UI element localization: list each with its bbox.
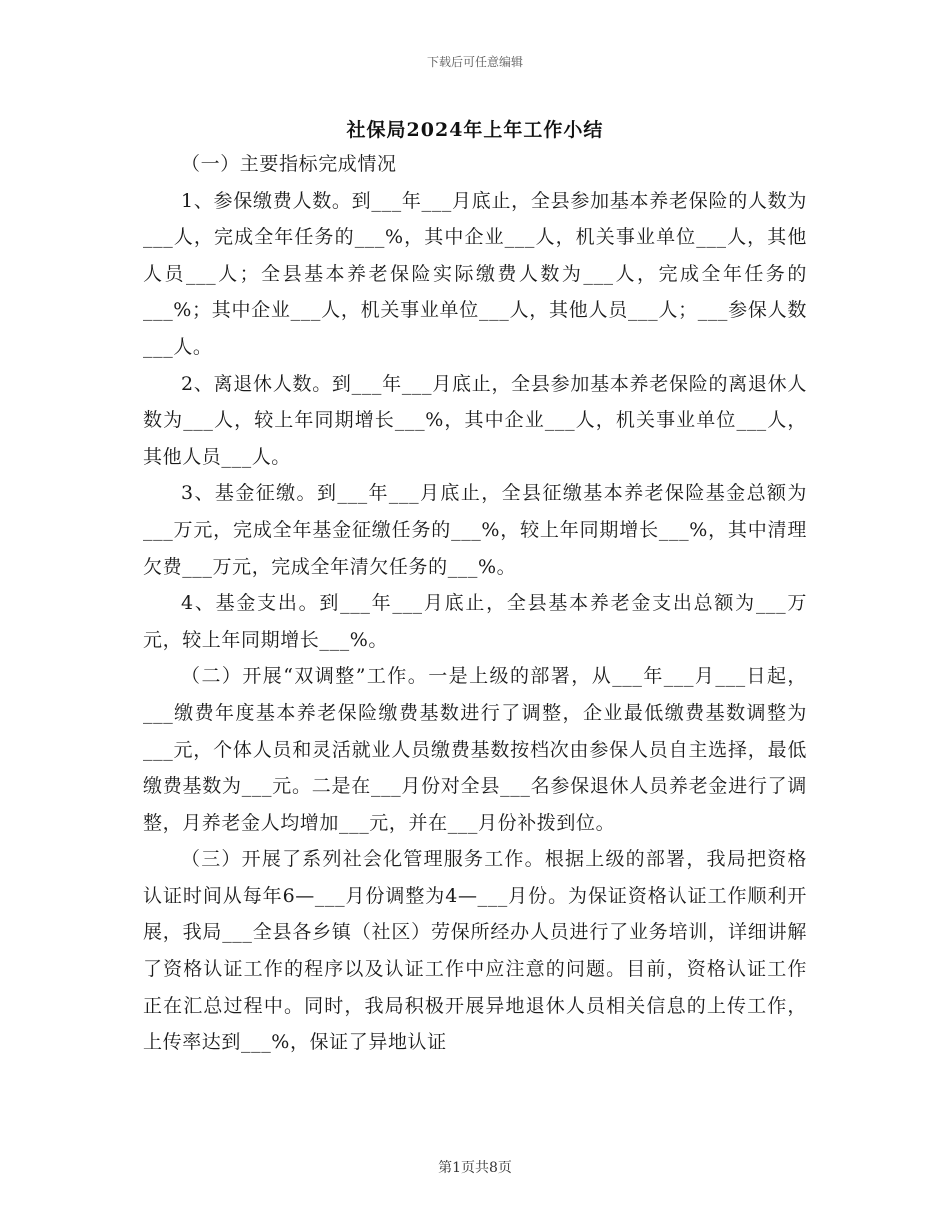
paragraph-double-adjustment: （二）开展“双调整”工作。一是上级的部署，从___年___月___日起，___缴费年度基本养老保险缴费基数进行了调整，企业最低缴费基数调整为___元，个体人员和灵活就业人员缴费基数按档次由参保人员自主选择，最低缴费基数为___元。二是在___月份对全县___名参保退休人员养老金进行了调整，月养老金人均增加___元，并在___月份补拨到位。: [143, 665, 807, 834]
section-heading-1: （一）主要指标完成情况: [181, 153, 397, 175]
page-header-note: 下载后可任意编辑: [426, 55, 523, 69]
paragraph-fund-collection: 3、基金征缴。到___年___月底止，全县征缴基本养老保险基金总额为___万元，完成全年基金征缴任务的___%，较上年同期增长___%，其中清理欠费___万元，完成全年清欠任务的___%。: [143, 482, 807, 578]
page-footer-number: 第1页共8页: [438, 1160, 512, 1176]
document-title: 社保局2024年上年工作小结: [346, 119, 604, 141]
paragraph-insured-payers: 1、参保缴费人数。到___年___月底止，全县参加基本养老保险的人数为___人，完成全年任务的___%，其中企业___人，机关事业单位___人，其他人员___人；全县基本养老保险实际缴费人数为___人，完成全年任务的___%；其中企业___人，机关事业单位___人，其他人员___人；___参保人数___人。: [143, 189, 807, 358]
paragraph-fund-expenditure: 4、基金支出。到___年___月底止，全县基本养老金支出总额为___万元，较上年同期增长___%。: [143, 592, 807, 651]
paragraph-retirees: 2、离退休人数。到___年___月底止，全县参加基本养老保险的离退休人数为___人，较上年同期增长___%，其中企业___人，机关事业单位___人，其他人员___人。: [143, 372, 807, 468]
document-body: [143, 146, 807, 1061]
paragraph-social-management: （三）开展了系列社会化管理服务工作。根据上级的部署，我局把资格认证时间从每年6—___月份调整为4—___月份。为保证资格认证工作顺利开展，我局___全县各乡镇（社区）劳保所经办人员进行了业务培训，详细讲解了资格认证工作的程序以及认证工作中应注意的问题。目前，资格认证工作正在汇总过程中。同时，我局积极开展异地退休人员相关信息的上传工作，上传率达到___%，保证了异地认证: [143, 848, 807, 1054]
